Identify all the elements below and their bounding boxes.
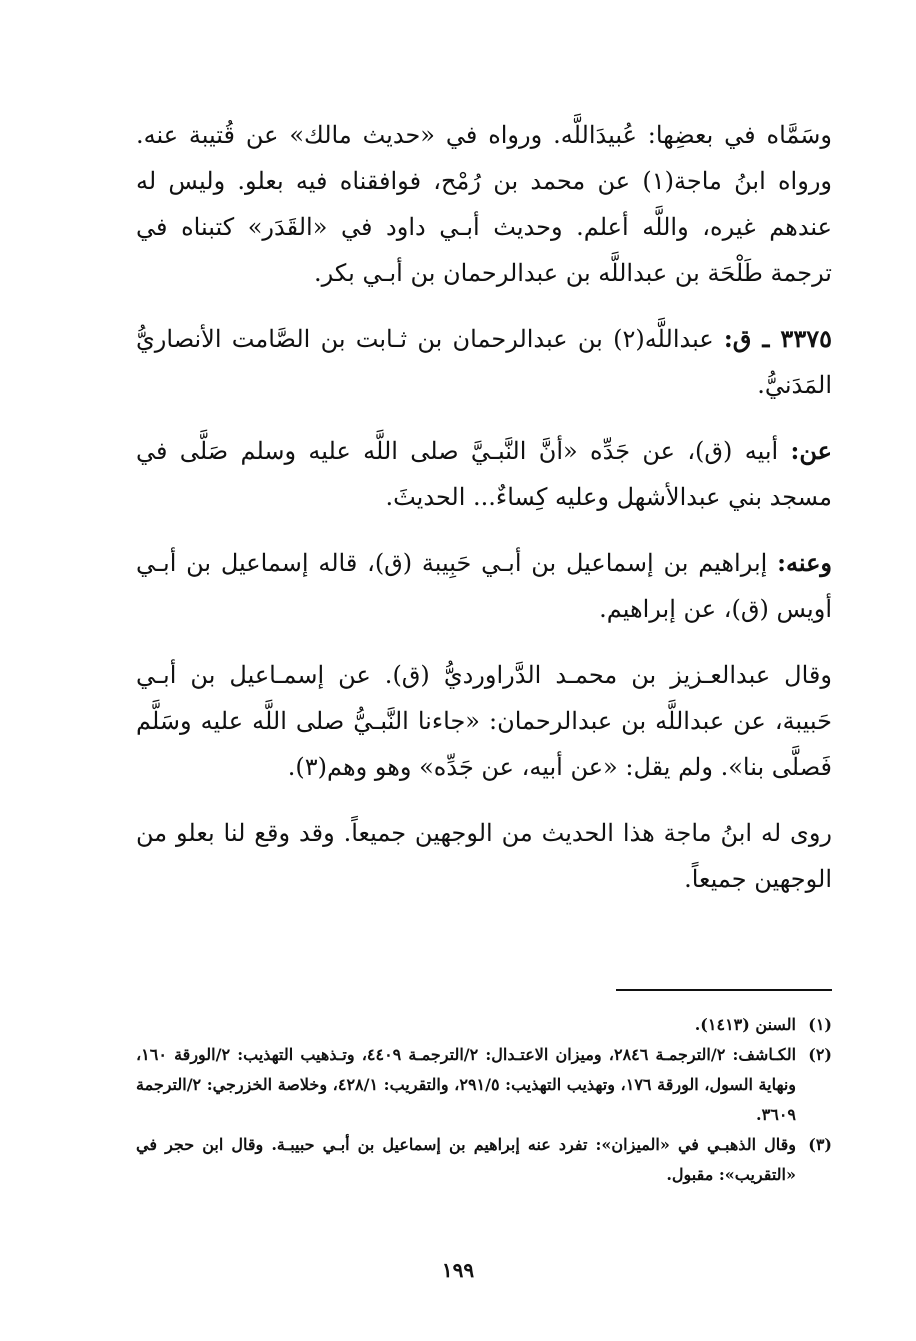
paragraph-1-text: وسَمَّاه في بعضِها: عُبيدَاللَّه. ورواه في «حديث مالك» عن قُتيبة عنه. ورواه ابنُ ماجة(١) عن محمد بن رُمْح، فوافقناه فيه بعلو. وليس له عندهم غيره، واللَّه أعلم. وحديث أبـي داود في «القَدَر» كتبناه في ترجمة طَلْحَة بن عبداللَّه بن عبدالرحمان بن أبـي بكر. xyxy=(136,121,832,287)
paragraph-5-text: وقال عبدالعـزيز بن محمـد الدَّراورديُّ (ق). عن إسمـاعيل بن أبـي حَبيبة، عن عبداللَّه بن عبدالرحمان: «جاءنا النَّبـيُّ صلى اللَّه عليه وسَلَّم فَصلَّى بنا». ولم يقل: «عن أبيه، عن جَدِّه» وهو وهم(٣). xyxy=(136,661,832,781)
paragraph-5 xyxy=(136,652,832,790)
paragraph-6 xyxy=(136,810,832,902)
page-number: ١٩٩ xyxy=(441,1258,475,1282)
main-text xyxy=(136,112,832,922)
entry-name: عبداللَّه(٢) بن عبدالرحمان بن ثـابت بن الصَّامت الأنصاريُّ المَدَنيُّ. xyxy=(136,325,832,399)
footnote-2-number: (٢) xyxy=(808,1045,832,1064)
footnote-1 xyxy=(136,1010,832,1040)
footnote-1-text: السنن (١٤١٣). xyxy=(694,1015,796,1034)
entry-heading xyxy=(136,316,832,408)
paragraph-1 xyxy=(136,112,832,296)
footnote-1-number: (١) xyxy=(808,1015,832,1034)
narrators-text: إبراهيم بن إسماعيل بن أبـي حَبِيبة (ق)، قاله إسماعيل بن أبـي أويس (ق)، عن إبراهيم. xyxy=(136,549,832,623)
entry-number: ٣٣٧٥ ـ ق: xyxy=(723,324,832,353)
footnote-2-text: الكـاشف: ٢/الترجمـة ٢٨٤٦، وميزان الاعتـدال: ٢/الترجمـة ٤٤٠٩، وتـذهيب التهذيب: ٢/الورقة ١٦٠، ونهاية السول، الورقة ١٧٦، وتهذيب التهذيب: ٢٩١/٥، والتقريب: ٤٢٨/١، وخلاصة الخزرجي: ٢/الترجمة ٣٦٠٩. xyxy=(136,1045,797,1124)
from-lead: عن: xyxy=(790,436,832,465)
footnote-divider xyxy=(616,989,832,991)
paragraph-from xyxy=(136,428,832,520)
footnotes xyxy=(136,1010,832,1190)
paragraph-narrators xyxy=(136,540,832,632)
paragraph-6-text: روى له ابنُ ماجة هذا الحديث من الوجهين جميعاً. وقد وقع لنا بعلو من الوجهين جميعاً. xyxy=(136,819,832,893)
narrators-lead: وعنه: xyxy=(777,548,832,577)
from-text: أبيه (ق)، عن جَدِّه «أنَّ النَّبـيَّ صلى اللَّه عليه وسلم صَلَّى في مسجد بني عبدالأشهل وعليه كِساءٌ... الحديثَ. xyxy=(136,437,832,511)
footnote-3-number: (٣) xyxy=(808,1135,832,1154)
footnote-2 xyxy=(136,1040,832,1130)
footnote-3 xyxy=(136,1130,832,1190)
footnote-3-text: وقال الذهبـي في «الميزان»: تفرد عنه إبراهيم بن إسماعيل بن أبـي حبيبـة. وقال ابن حجر في «التقريب»: مقبول. xyxy=(136,1135,796,1184)
